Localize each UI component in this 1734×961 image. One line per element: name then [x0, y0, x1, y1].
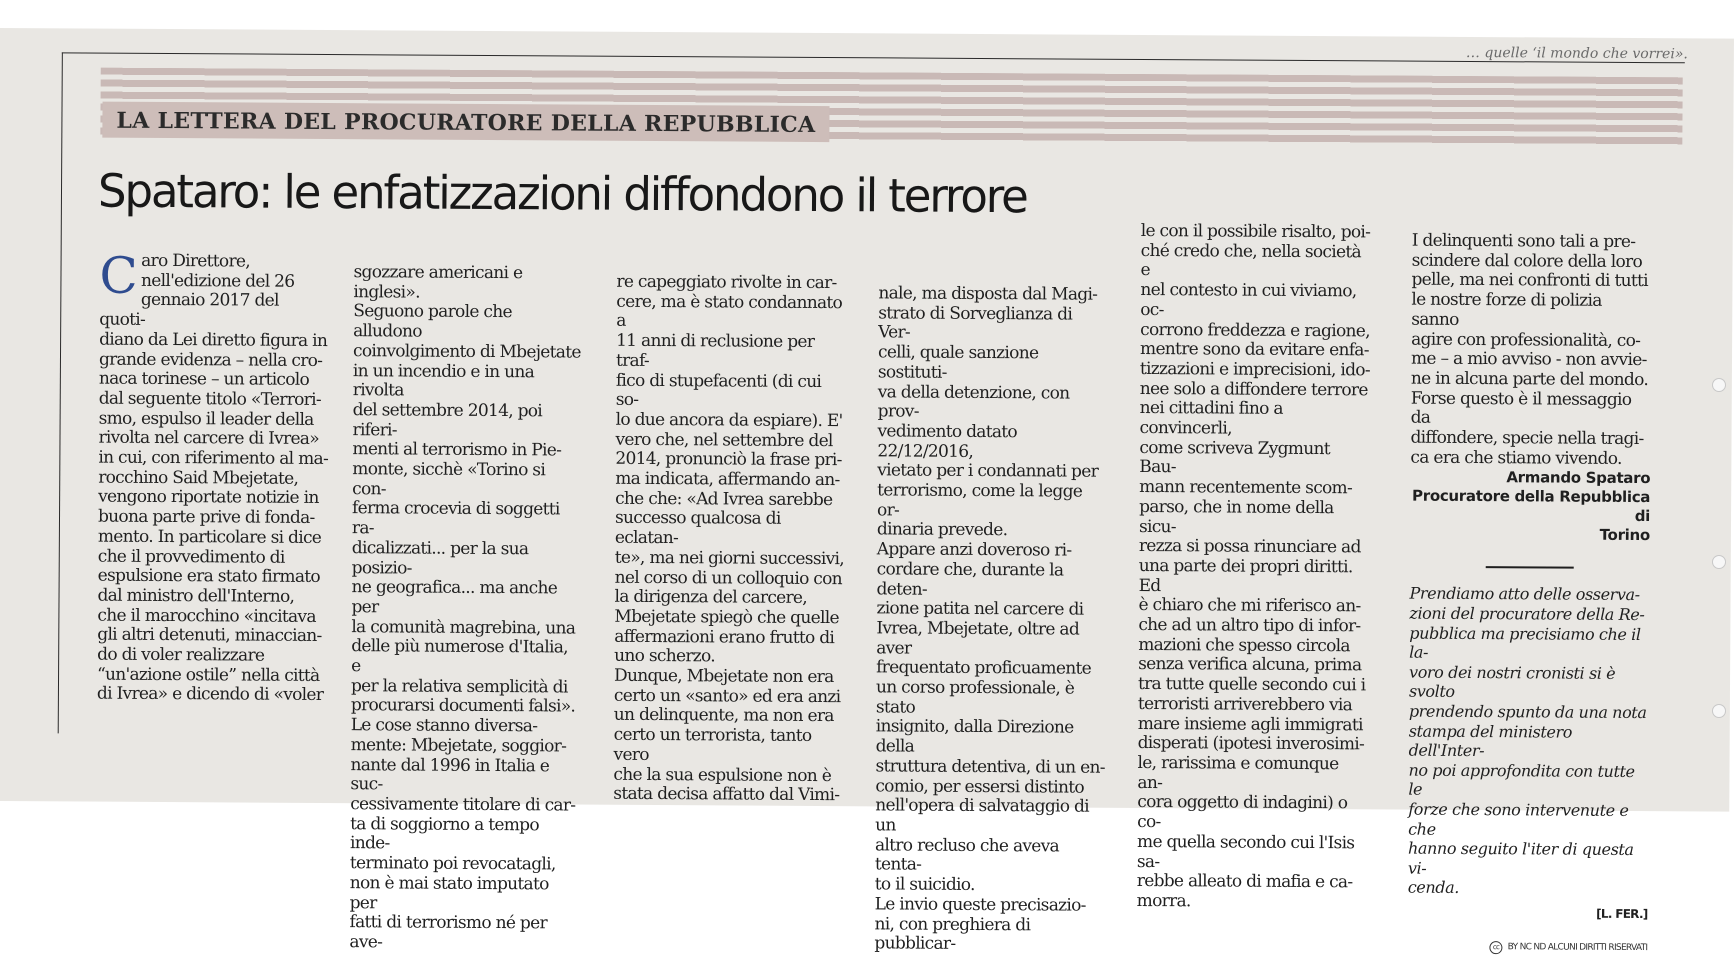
column-text: le con il possibile risalto, poi- ché credo che, nella società e nel contesto in cui viviamo, oc- corrono freddezza e ragione, mentre sono da evitare enfa- tizzazioni e imprecisioni, ido- nee solo a diffondere terrore nei cittadini fino a convincerli, come scriveva Zygmunt Bau- mann recentemente scom- parso, che in nome della sicu- rezza si possa rinunciare ad una parte dei propri diritti. Ed è chiaro che mi riferisco an- che ad un altro tipo di infor- mazioni che spesso circola senza verifica alcuna, prima tra tutte quelle secondo cui i terroristi arriverebbero via mare insieme agli immigrati disperati (ipotesi inverosimi- le, rarissima e comunque an- cora oggetto di indagini) o co- me quella secondo cui l'Isis sa- rebbe alleato di mafia e ca- morra. — [1136, 220, 1371, 912]
section-kicker: LA LETTERA DEL PROCURATORE DELLA REPUBBLICA — [102, 102, 829, 142]
creative-commons-icon: cc — [1489, 941, 1502, 954]
editor-note-signature: [L. FER.] — [1596, 906, 1648, 922]
author-name: Armando Spataro — [1506, 468, 1651, 488]
punch-hole-icon — [1712, 704, 1726, 718]
column-text: I delinquenti sono tali a pre- scindere dal colore della loro pelle, ma nei confronti di tutti le nostre forze di polizia sanno agire con professionalità, co- me – a mio avviso - non avvie- ne in alcuna parte del mondo. Forse questo è il messaggio da diffondere, specie nella tragi- ca era che stiamo vivendo. — [1410, 230, 1649, 469]
article-frame — [58, 52, 1685, 955]
column-text: nale, ma disposta dal Magi- strato di Sorveglianza di Ver- celli, quale sanzione sostituti- va della detenzione, con prov- vedimento datato 22/12/2016, vietato per i condannati per terrorismo, come la legge or- dinaria prevede. Appare anzi doveroso ri- cordare che, durante la deten- zione patita nel carcere di Ivrea, Mbejetate, oltre ad aver frequentato proficuamente un corso professionale, è stato insignito, dalla Direzione della struttura detentiva, di un en- comio, per essersi distinto nell'opera di salvataggio di un altro recluso che aveva tenta- to il suicidio. Le invio queste precisazio- ni, con preghiera di pubblicar- — [874, 283, 1105, 955]
author-signature — [1410, 468, 1650, 545]
newspaper-clipping — [0, 28, 1734, 955]
article-column-1 — [96, 246, 330, 707]
punch-hole-icon — [1712, 555, 1726, 569]
article-column-5 — [1137, 222, 1371, 913]
editor-note: Prendiamo atto delle osserva- zioni del procuratore della Re- pubblica ma precisiamo che il la- voro dei nostri cronisti si è svolto prendendo spunto da una nota stampa del ministero dell'Inter- no poi approfondita con tutte le forze che sono intervenute e che hanno seguito l'iter di questa vi- cenda. — [1407, 584, 1647, 898]
author-role: Procuratore della Repubblica di — [1412, 487, 1651, 526]
author-city: Torino — [1599, 526, 1650, 545]
divider-rule — [1486, 567, 1574, 570]
previous-article-snippet: … quelle ‘il mondo che vorrei». — [1465, 44, 1688, 63]
article-column-2 — [349, 263, 583, 954]
column-text: re capeggiato rivolte in car- cere, ma è stato condannato a 11 anni di reclusione per traf- fico di stupefacenti (di cui so- lo due ancora da espiare). E' vero che, nel settembre del 2014, pronunciò la frase pri- ma indicata, affermando an- che che: «Ad Ivrea sarebbe successo qualcosa di eclatan- te», ma nei giorni successivi, nel corso di un colloquio con la dirigenza del carcere, Mbejetate spiegò che quelle affermazioni erano frutto di uno scherzo. Dunque, Mbejetate non era certo un «santo» ed era anzi un delinquente, ma non era certo un terrorista, tanto vero che la sua espulsione non è stata decisa affatto dal Vimi- — [613, 271, 845, 806]
article-column-4 — [874, 284, 1108, 955]
column-text: aro Direttore, nell'edizione del 26 gennaio 2017 del quoti- diano da Lei diretto figura in grande evidenza – nella cro- naca torinese – un articolo dal seguente titolo «Terrori- smo, espulso il leader della rivolta nel carcere di Ivrea» in cui, con riferimento al ma- rocchino Said Mbejetate, vengono riportate notizie in buona parte prive di fonda- mento. In particolare si dice che il provvedimento di espulsione era stato firmato dal ministro dell'Interno, che il marocchino «incitava gli altri detenuti, minaccian- do di voler realizzare “un'azione ostile” nella città di Ivrea» e dicendo di «voler — [96, 250, 329, 706]
punch-hole-icon — [1712, 378, 1726, 392]
license-text: BY NC ND ALCUNI DIRITTI RISERVATI — [1507, 941, 1648, 953]
article-column-6 — [1407, 232, 1651, 959]
drop-cap: C — [99, 246, 138, 305]
column-text: sgozzare americani e inglesi». Seguono parole che alludono coinvolgimento di Mbejetate in un incendio e in una rivolta del settembre 2014, poi riferi- menti al terrorismo in Pie- monte, sicchè «Torino si con- ferma crocevia di soggetti ra- dicalizzati... per la sua posizio- ne geografica... ma anche per la comunità magrebina, una delle più numerose d'Italia, e per la relativa semplicità di procurarsi documenti falsi». Le cose stanno diversa- mente: Mbejetate, soggior- nante dal 1996 in Italia e suc- cessivamente titolare di car- ta di soggiorno a tempo inde- terminato poi revocatagli, non è mai stato imputato per fatti di terrorismo né per ave- — [349, 262, 581, 953]
article-column-3 — [613, 273, 846, 806]
headline: Spataro: le enfatizzazioni diffondono il terrore — [97, 163, 1027, 224]
license-notice — [1407, 937, 1647, 958]
